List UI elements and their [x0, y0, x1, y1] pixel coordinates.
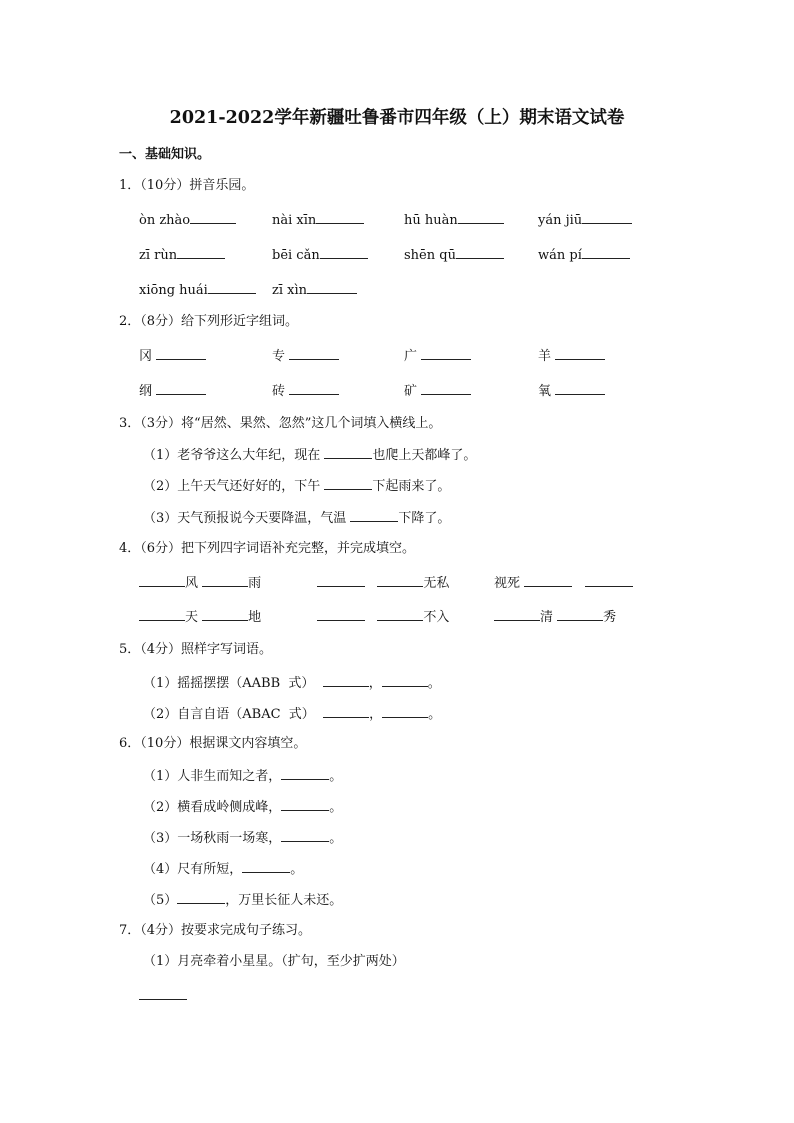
- char-item: 矿: [404, 382, 471, 401]
- answer-blank[interactable]: [585, 574, 633, 587]
- answer-blank[interactable]: [458, 211, 504, 224]
- answer-blank[interactable]: [494, 608, 540, 621]
- recite-item: （1）人非生而知之者， 。: [143, 769, 343, 784]
- pinyin-item: yán jiū: [538, 211, 632, 230]
- answer-blank[interactable]: [281, 767, 329, 780]
- pinyin-item: wán pí: [538, 246, 630, 265]
- pinyin-item: zī xìn: [272, 281, 357, 300]
- question-1-stem: 1．（10分）拼音乐园。: [119, 178, 255, 193]
- pinyin-item: nài xīn: [272, 211, 364, 230]
- char-item: 氧: [538, 382, 605, 401]
- fill-item: （2）上午天气还好好的，下午 下起雨来了。: [143, 479, 451, 494]
- question-5-stem: 5．（4分）照样字写词语。: [119, 642, 273, 657]
- answer-blank[interactable]: [139, 574, 185, 587]
- idiom-item: 不入: [317, 608, 449, 627]
- question-2-stem: 2．（8分）给下列形近字组词。: [119, 314, 299, 329]
- answer-blank[interactable]: [242, 860, 290, 873]
- pinyin-item: zī rùn: [139, 246, 225, 265]
- pinyin-item: xiōng huái: [139, 281, 256, 300]
- answer-blank[interactable]: [557, 608, 603, 621]
- answer-blank[interactable]: [156, 382, 206, 395]
- answer-blank[interactable]: [289, 347, 339, 360]
- idiom-item: 天 地: [139, 608, 261, 627]
- answer-blank[interactable]: [202, 608, 248, 621]
- idiom-item: 视死: [494, 574, 633, 593]
- answer-blank[interactable]: [281, 829, 329, 842]
- answer-blank[interactable]: [139, 987, 187, 1000]
- answer-blank[interactable]: [377, 574, 423, 587]
- answer-blank[interactable]: [324, 446, 372, 459]
- char-item: 砖: [272, 382, 339, 401]
- answer-blank[interactable]: [323, 674, 369, 687]
- idiom-item: 无私: [317, 574, 449, 593]
- answer-blank[interactable]: [456, 246, 504, 259]
- char-item: 冈: [139, 347, 206, 366]
- answer-blank[interactable]: [582, 211, 632, 224]
- recite-item: （2）横看成岭侧成峰， 。: [143, 800, 343, 815]
- answer-blank[interactable]: [289, 382, 339, 395]
- answer-blank[interactable]: [350, 509, 398, 522]
- idiom-item: 清 秀: [494, 608, 616, 627]
- answer-blank[interactable]: [582, 246, 630, 259]
- answer-blank[interactable]: [177, 891, 225, 904]
- answer-blank[interactable]: [377, 608, 423, 621]
- pinyin-item: òn zhào: [139, 211, 236, 230]
- char-item: 专: [272, 347, 339, 366]
- sentence-item: （1）月亮牵着小星星。（扩句，至少扩两处）: [143, 954, 405, 969]
- answer-blank[interactable]: [202, 574, 248, 587]
- answer-blank[interactable]: [324, 477, 372, 490]
- char-item: 广: [404, 347, 471, 366]
- question-6-stem: 6．（10分）根据课文内容填空。: [119, 736, 307, 751]
- pattern-item: （2）自言自语（ABAC 式） ， 。: [143, 707, 442, 722]
- pattern-item: （1）摇摇摆摆（AABB 式） ， 。: [143, 676, 441, 691]
- fill-item: （3）天气预报说今天要降温，气温 下降了。: [143, 511, 451, 526]
- answer-blank[interactable]: [317, 574, 365, 587]
- answer-blank[interactable]: [323, 705, 369, 718]
- fill-item: （1）老爷爷这么大年纪，现在 也爬上天都峰了。: [143, 448, 477, 463]
- exam-title: 2021-2022学年新疆吐鲁番市四年级（上）期末语文试卷: [169, 108, 625, 128]
- recite-item: （3）一场秋雨一场寒， 。: [143, 831, 343, 846]
- answer-blank[interactable]: [524, 574, 572, 587]
- question-4-stem: 4．（6分）把下列四字词语补充完整，并完成填空。: [119, 541, 416, 556]
- answer-blank[interactable]: [156, 347, 206, 360]
- answer-blank[interactable]: [421, 382, 471, 395]
- answer-blank[interactable]: [382, 674, 428, 687]
- answer-blank[interactable]: [421, 347, 471, 360]
- section-heading: 一、基础知识。: [119, 147, 211, 162]
- answer-blank[interactable]: [316, 211, 364, 224]
- answer-blank[interactable]: [320, 246, 368, 259]
- answer-blank[interactable]: [177, 246, 225, 259]
- answer-blank[interactable]: [307, 281, 357, 294]
- answer-blank[interactable]: [317, 608, 365, 621]
- answer-blank[interactable]: [555, 382, 605, 395]
- answer-blank[interactable]: [555, 347, 605, 360]
- question-7-stem: 7．（4分）按要求完成句子练习。: [119, 923, 312, 938]
- pinyin-item: hū huàn: [404, 211, 504, 230]
- char-item: 羊: [538, 347, 605, 366]
- pinyin-item: bēi cǎn: [272, 246, 368, 265]
- idiom-item: 风 雨: [139, 574, 261, 593]
- answer-blank[interactable]: [139, 608, 185, 621]
- answer-blank[interactable]: [208, 281, 256, 294]
- answer-blank[interactable]: [382, 705, 428, 718]
- recite-item: （5） ，万里长征人未还。: [143, 893, 343, 908]
- question-3-stem: 3．（3分）将“居然、果然、忽然”这几个词填入横线上。: [119, 416, 442, 431]
- char-item: 纲: [139, 382, 206, 401]
- answer-blank[interactable]: [281, 798, 329, 811]
- pinyin-item: shēn qū: [404, 246, 504, 265]
- answer-blank[interactable]: [190, 211, 236, 224]
- recite-item: （4）尺有所短， 。: [143, 862, 304, 877]
